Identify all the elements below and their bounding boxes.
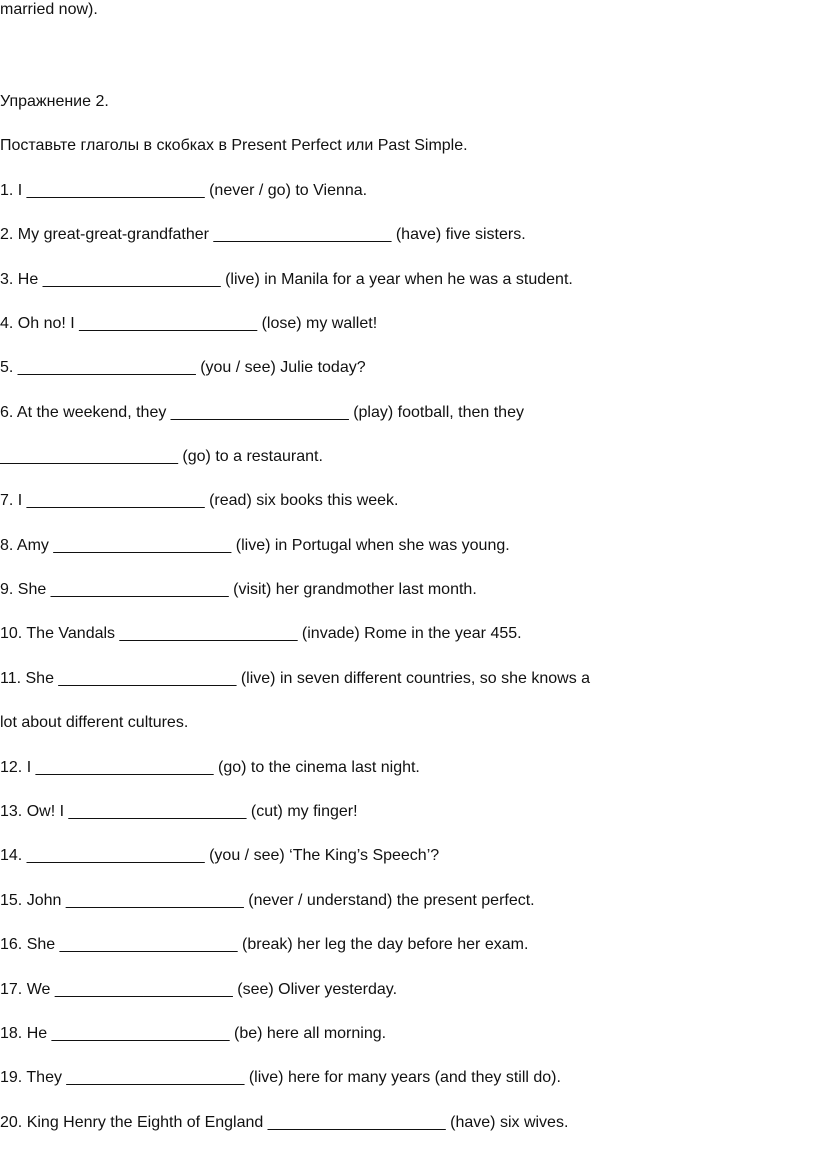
exercise-line: 19. They ____________________ (live) here for many years (and they still do).: [0, 1069, 561, 1086]
exercise-line: 17. We ____________________ (see) Oliver yesterday.: [0, 981, 398, 998]
exercise-line: 5. ____________________ (you / see) Julie today?: [0, 359, 366, 376]
exercise-line: 14. ____________________ (you / see) ‘The King’s Speech’?: [0, 847, 440, 864]
exercise-line: 1. I ____________________ (never / go) to Vienna.: [0, 182, 368, 199]
exercise-line: 9. She ____________________ (visit) her grandmother last month.: [0, 581, 477, 598]
exercise-line: 18. He ____________________ (be) here all morning.: [0, 1025, 387, 1042]
exercise-title: Упражнение 2.: [0, 93, 109, 110]
instruction: Поставьте глаголы в скобках в Present Perfect или Past Simple.: [0, 137, 468, 154]
exercise-line: 12. I ____________________ (go) to the cinema last night.: [0, 759, 420, 776]
exercise-line: 6. At the weekend, they ____________________ (play) football, then they: [0, 404, 524, 421]
intro-tail: married now).: [0, 1, 98, 18]
exercise-line: 4. Oh no! I ____________________ (lose) my wallet!: [0, 315, 378, 332]
exercise-line: 2. My great-great-grandfather ____________________ (have) five sisters.: [0, 226, 526, 243]
exercise-line: lot about different cultures.: [0, 714, 189, 731]
exercise-line: 15. John ____________________ (never / understand) the present perfect.: [0, 892, 535, 909]
exercise-line: 13. Ow! I ____________________ (cut) my finger!: [0, 803, 358, 820]
exercise-line: ____________________ (go) to a restaurant.: [0, 448, 323, 465]
exercise-line: 20. King Henry the Eighth of England ____________________ (have) six wives.: [0, 1114, 569, 1131]
exercise-line: 16. She ____________________ (break) her leg the day before her exam.: [0, 936, 529, 953]
exercise-line: 3. He ____________________ (live) in Manila for a year when he was a student.: [0, 271, 573, 288]
exercise-line: 11. She ____________________ (live) in seven different countries, so she knows a: [0, 670, 591, 687]
exercise-line: 7. I ____________________ (read) six books this week.: [0, 492, 399, 509]
exercise-line: 8. Amy ____________________ (live) in Portugal when she was young.: [0, 537, 510, 554]
exercise-line: 10. The Vandals ____________________ (invade) Rome in the year 455.: [0, 625, 522, 642]
